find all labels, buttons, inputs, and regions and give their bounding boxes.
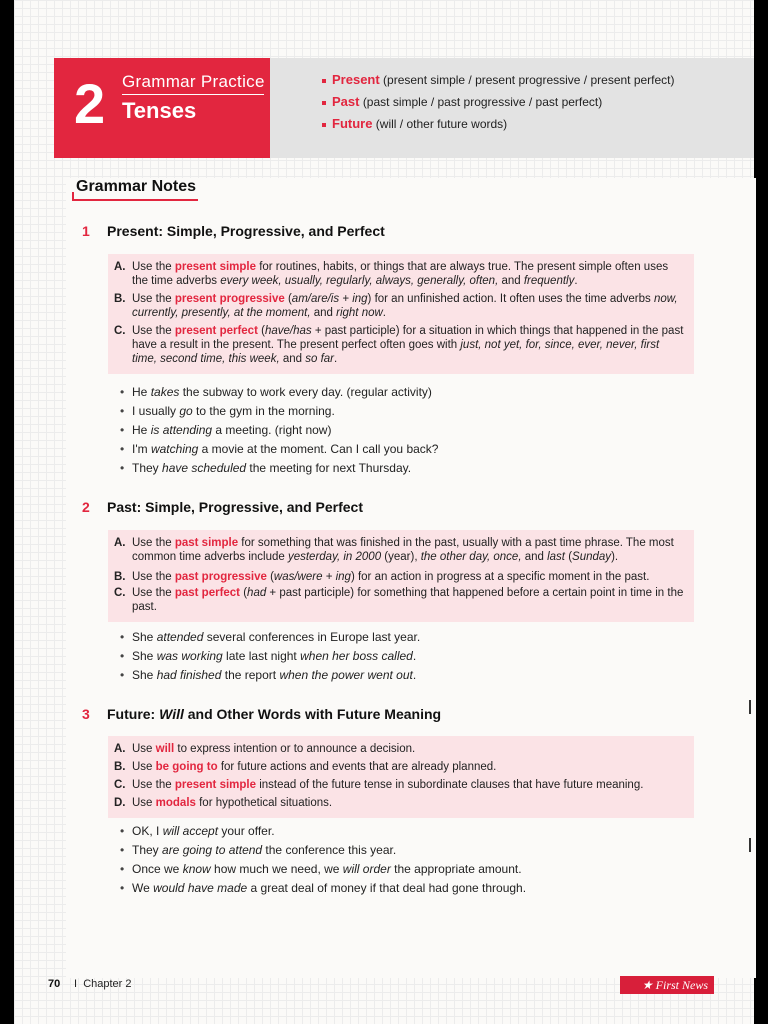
example-3-3: • Once we know how much we need, we will order the appropriate amount.	[120, 862, 522, 876]
topic-past: Past (past simple / past progressive / past perfect)	[322, 94, 602, 109]
example-3-2: • They are going to attend the conference this year.	[120, 843, 397, 857]
bullet-dot-icon: •	[120, 881, 125, 895]
example-1-5: • They have scheduled the meeting for next Thursday.	[120, 461, 412, 475]
bullet-dot-icon: •	[120, 862, 125, 876]
topic-future: Future (will / other future words)	[322, 116, 507, 131]
square-bullet-icon	[322, 79, 326, 83]
section-1-title: Present: Simple, Progressive, and Perfect	[107, 223, 385, 239]
star-icon: ★	[641, 978, 653, 992]
section-3-number: 3	[82, 706, 90, 722]
section-2-number: 2	[82, 499, 90, 515]
margin-mark	[749, 700, 751, 714]
bullet-dot-icon: •	[120, 668, 125, 682]
bullet-dot-icon: •	[120, 649, 125, 663]
chapter-number: 2	[74, 72, 106, 135]
square-bullet-icon	[322, 101, 326, 105]
header-divider	[122, 94, 264, 95]
topic-present: Present (present simple / present progressive / present perfect)	[322, 72, 675, 87]
chapter-header	[54, 58, 270, 158]
notes-underline	[74, 199, 198, 201]
example-1-2: • I usually go to the gym in the morning.	[120, 404, 335, 418]
footer-chapter: I Chapter 2	[74, 978, 132, 990]
bullet-dot-icon: •	[120, 824, 125, 838]
section-2-rules: A. Use the past simple for something that was finished in the past, usually with a past time phrase. The most common time adverbs include yesterday, in 2000 (year), the other day, once, and last (Sunday). B. Use the past progressive (was/were + ing) for an action in progress at a specific moment in the past. C. Use the past perfect (had + past participle) for something that happened before a certain point in time in the past.	[108, 530, 694, 622]
example-2-3: • She had finished the report when the power went out.	[120, 668, 417, 682]
chapter-label: Grammar Practice	[122, 72, 265, 91]
page-number: 70	[48, 978, 61, 990]
bullet-dot-icon: •	[120, 630, 125, 644]
topics-panel	[270, 58, 754, 158]
example-2-1: • She attended several conferences in Europe last year.	[120, 630, 421, 644]
section-1-rules: A. Use the present simple for routines, habits, or things that are always true. The present simple often uses the time adverbs every week, usually, regularly, always, generally, often, and frequently. B. Use the present progressive (am/are/is + ing) for an unfinished action. It often uses the time adverbs now, currently, presently, at the moment, and right now. C. Use the present perfect (have/has + past participle) for a situation in which things that happened in the past have a result in the present. The present perfect often goes with just, not yet, for, since, ever, never, first time, second time, this week, and so far.	[108, 254, 694, 374]
bullet-dot-icon: •	[120, 385, 125, 399]
example-1-1: • He takes the subway to work every day. (regular activity)	[120, 385, 432, 399]
bullet-dot-icon: •	[120, 843, 125, 857]
example-3-4: • We would have made a great deal of money if that deal had gone through.	[120, 881, 527, 895]
section-2-title: Past: Simple, Progressive, and Perfect	[107, 499, 363, 515]
grammar-notes-title: Grammar Notes	[76, 178, 197, 195]
example-3-1: • OK, I will accept your offer.	[120, 824, 275, 838]
chapter-title: Tenses	[122, 98, 197, 123]
example-1-3: • He is attending a meeting. (right now)	[120, 423, 332, 437]
bullet-dot-icon: •	[120, 404, 125, 418]
bullet-dot-icon: •	[120, 461, 125, 475]
margin-mark	[749, 838, 751, 852]
first-news-logo: ★ First News	[620, 976, 714, 994]
bullet-dot-icon: •	[120, 442, 125, 456]
square-bullet-icon	[322, 123, 326, 127]
section-3-title: Future: Will and Other Words with Future Meaning	[107, 706, 442, 722]
example-1-4: • I'm watching a movie at the moment. Can I call you back?	[120, 442, 439, 456]
section-3-rules: A. Use will to express intention or to announce a decision. B. Use be going to for future actions and events that are already planned. C. Use the present simple instead of the future tense in subordinate clauses that have future meaning. D. Use modals for hypothetical situations.	[108, 736, 694, 818]
example-2-2: • She was working late last night when her boss called.	[120, 649, 417, 663]
section-1-number: 1	[82, 223, 90, 239]
bullet-dot-icon: •	[120, 423, 125, 437]
